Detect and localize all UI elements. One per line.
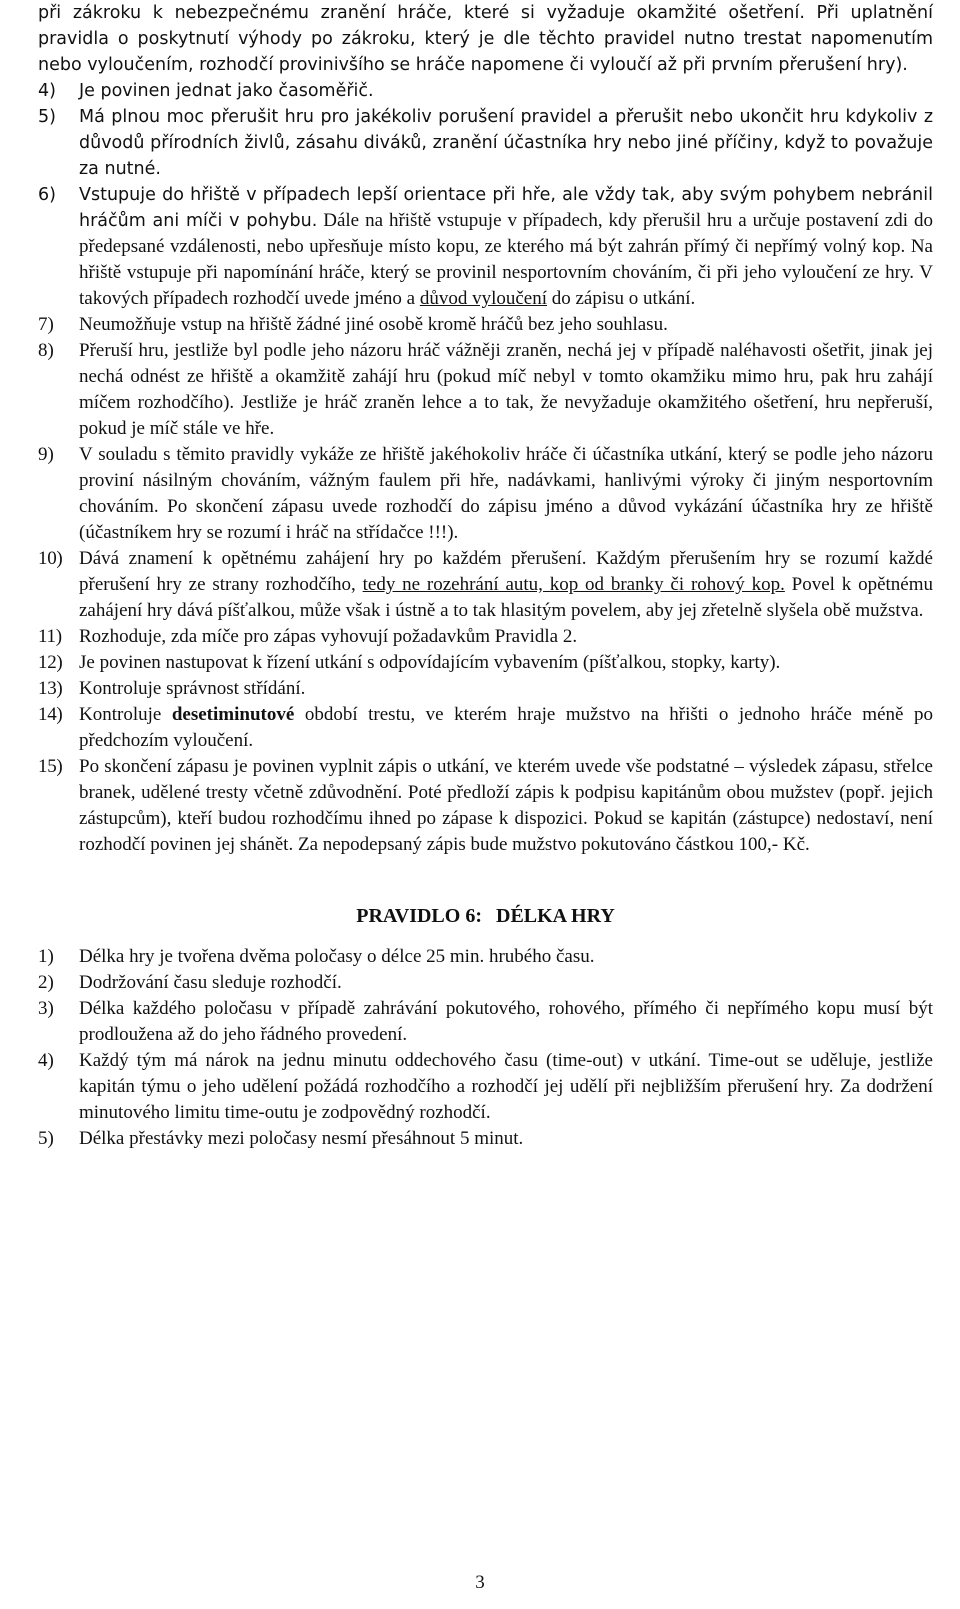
intro-paragraph: při zákroku k nebezpečnému zranění hráče, které si vyžaduje okamžité ošetření. Při uplatnění pravidla o poskytnutí výhody po zákroku, který je dle těchto pravidel nutno trestat napomenutím nebo vyloučením, rozhodčí provinivšího se hráče napomene či vyloučí až při prvním přerušení hry). xyxy=(38,3,933,75)
item-text: Délka každého poločasu v případě zahrávání pokutového, rohového, přímého či nepřímého kopu musí být prodloužena až do jeho řádného provedení. xyxy=(79,998,933,1045)
item-text: Každý tým má nárok na jednu minutu oddechového času (time-out) v utkání. Time-out se uděluje, jestliže kapitán týmu o jeho udělení požádá rozhodčího a rozhodčí jej udělí při nejbližším přerušení hry. Za dodržení minutového limitu time-outu je zodpovědný rozhodčí. xyxy=(79,1050,933,1123)
list-item-4 xyxy=(38,78,933,104)
list-item-7 xyxy=(38,312,933,338)
list-item-15 xyxy=(38,754,933,858)
heading-rule-title: DÉLKA HRY xyxy=(496,905,615,927)
item-text: Délka přestávky mezi poločasy nesmí přesáhnout 5 minut. xyxy=(79,1128,524,1149)
item-number: 13) xyxy=(38,678,63,699)
item-text-part: do zápisu o utkání. xyxy=(547,288,696,309)
heading-rule-label: PRAVIDLO 6: xyxy=(356,905,482,927)
list-item-5 xyxy=(38,104,933,182)
item-number: 11) xyxy=(38,626,62,647)
item-text: Je povinen nastupovat k řízení utkání s odpovídajícím vybavením (píšťalkou, stopky, karty). xyxy=(79,652,781,673)
list-item-14 xyxy=(38,702,933,754)
item-text: Neumožňuje vstup na hřiště žádné jiné osobě kromě hráčů bez jeho souhlasu. xyxy=(79,314,668,335)
item-text: Rozhoduje, zda míče pro zápas vyhovují požadavkům Pravidla 2. xyxy=(79,626,578,647)
item-text xyxy=(79,182,933,312)
list-item-13 xyxy=(38,676,933,702)
list-item-10 xyxy=(38,546,933,624)
item-text: V souladu s těmito pravidly vykáže ze hřiště jakéhokoliv hráče či účastníka utkání, který se podle jeho názoru proviní násilným chováním, vážným faulem při hře, nadávkami, hanlivými výroky či jiným nesportovním chováním. Po skončení zápasu uvede rozhodčí do zápisu jméno a důvod vykázání účastníka hry ze hřiště (účastníkem hry se rozumí i hráč na střídačce !!!). xyxy=(79,444,933,543)
section-item-4 xyxy=(38,1048,933,1126)
item-number: 14) xyxy=(38,704,63,725)
item-number: 6) xyxy=(38,185,56,205)
item-text-part: Povel k opětnému zahájení hry dává píšťalkou, může však i ústně a to tak hlasitým povelem, aby jej zřetelně slyšela obě mužstva. xyxy=(79,574,934,621)
item-text: Přeruší hru, jestliže byl podle jeho názoru hráč vážněji zraněn, nechá jej v případě naléhavosti ošetřit, jinak jej nechá odnést ze hřiště a okamžitě zahájí hru (pokud míč nebyl v tomto okamžiku mimo hru, pak hru zahájí míčem rozhodčího). Jestliže je hráč zraněn lehce a to tak, že nevyžaduje okamžitého ošetření, hru nepřeruší, pokud je míč stále ve hře. xyxy=(79,340,933,439)
section-heading xyxy=(38,902,933,930)
item-text xyxy=(79,546,933,624)
item-number: 8) xyxy=(38,340,54,361)
item-number: 9) xyxy=(38,444,54,465)
item-number: 5) xyxy=(38,107,56,127)
item-text: Dodržování času sleduje rozhodčí. xyxy=(79,972,342,993)
item-text: Po skončení zápasu je povinen vyplnit zápis o utkání, ve kterém uvede vše podstatné – výsledek zápasu, střelce branek, udělené tresty včetně zdůvodnění. Poté předloží zápis k podpisu kapitánům obou mužstev (popř. jejich zástupcům), kteří budou rozhodčímu ihned po zápase k dispozici. Pokud se kapitán (zástupce) nedostaví, není rozhodčí povinen jej shánět. Za nepodepsaný zápis bude mužstvo pokutováno částkou 100,- Kč. xyxy=(79,756,933,855)
item-number: 3) xyxy=(38,998,54,1019)
item-text-part: Vstupuje do hřiště v případech lepší orientace při hře, ale vždy tak, aby svým pohybem nebránil hráčům ani míči v pohybu. xyxy=(79,185,933,231)
item-number: 12) xyxy=(38,652,63,673)
list-item-8 xyxy=(38,338,933,442)
item-number: 10) xyxy=(38,548,63,569)
item-text: Je povinen jednat jako časoměřič. xyxy=(79,81,374,101)
section-item-1 xyxy=(38,944,933,970)
item-text: Má plnou moc přerušit hru pro jakékoliv porušení pravidel a přerušit nebo ukončit hru kdykoliv z důvodů přírodních živlů, zásahu diváků, zranění účastníka hry nebo jiné příčiny, když to považuje za nutné. xyxy=(79,107,933,179)
item-text-part: období trestu, ve kterém hraje mužstvo na hřišti o jednoho hráče méně po předchozím vyloučení. xyxy=(79,704,933,751)
item-text-part: Dává znamení k opětnému zahájení hry po každém přerušení. Každým přerušením hry se rozumí každé přerušení hry ze strany rozhodčího, xyxy=(79,548,933,595)
item-number: 15) xyxy=(38,756,63,777)
item-number: 1) xyxy=(38,946,54,967)
section-item-2 xyxy=(38,970,933,996)
item-number: 7) xyxy=(38,314,54,335)
item-number: 4) xyxy=(38,81,56,101)
list-item-11 xyxy=(38,624,933,650)
section-item-3 xyxy=(38,996,933,1048)
item-number: 5) xyxy=(38,1128,54,1149)
item-text xyxy=(79,702,933,754)
item-number: 2) xyxy=(38,972,54,993)
item-text: Délka hry je tvořena dvěma poločasy o délce 25 min. hrubého času. xyxy=(79,946,595,967)
item-text-part: Dále na hřiště vstupuje v případech, kdy přerušil hru a určuje postavení zdi do předepsané vzdálenosti, nebo upřesňuje místo kopu, ze kterého má být zahrán přímý či nepřímý volný kop. Na hřiště vstupuje při napomínání hráče, který se provinil nesportovním chováním, či při jeho vyloučení ze hry. V takových případech rozhodčí uvede jméno a xyxy=(79,210,933,309)
list-item-9 xyxy=(38,442,933,546)
page-number: 3 xyxy=(475,1572,485,1593)
page-content xyxy=(38,0,933,1152)
list-item-6 xyxy=(38,182,933,312)
underlined-text: důvod vyloučení xyxy=(419,288,547,309)
item-number: 4) xyxy=(38,1050,54,1071)
list-item-12 xyxy=(38,650,933,676)
item-text-part: Kontroluje xyxy=(79,704,172,725)
section-item-5 xyxy=(38,1126,933,1152)
bold-text: desetiminutové xyxy=(171,704,295,725)
underlined-text: tedy ne rozehrání autu, kop od branky či rohový kop. xyxy=(362,574,785,595)
item-text: Kontroluje správnost střídání. xyxy=(79,678,306,699)
